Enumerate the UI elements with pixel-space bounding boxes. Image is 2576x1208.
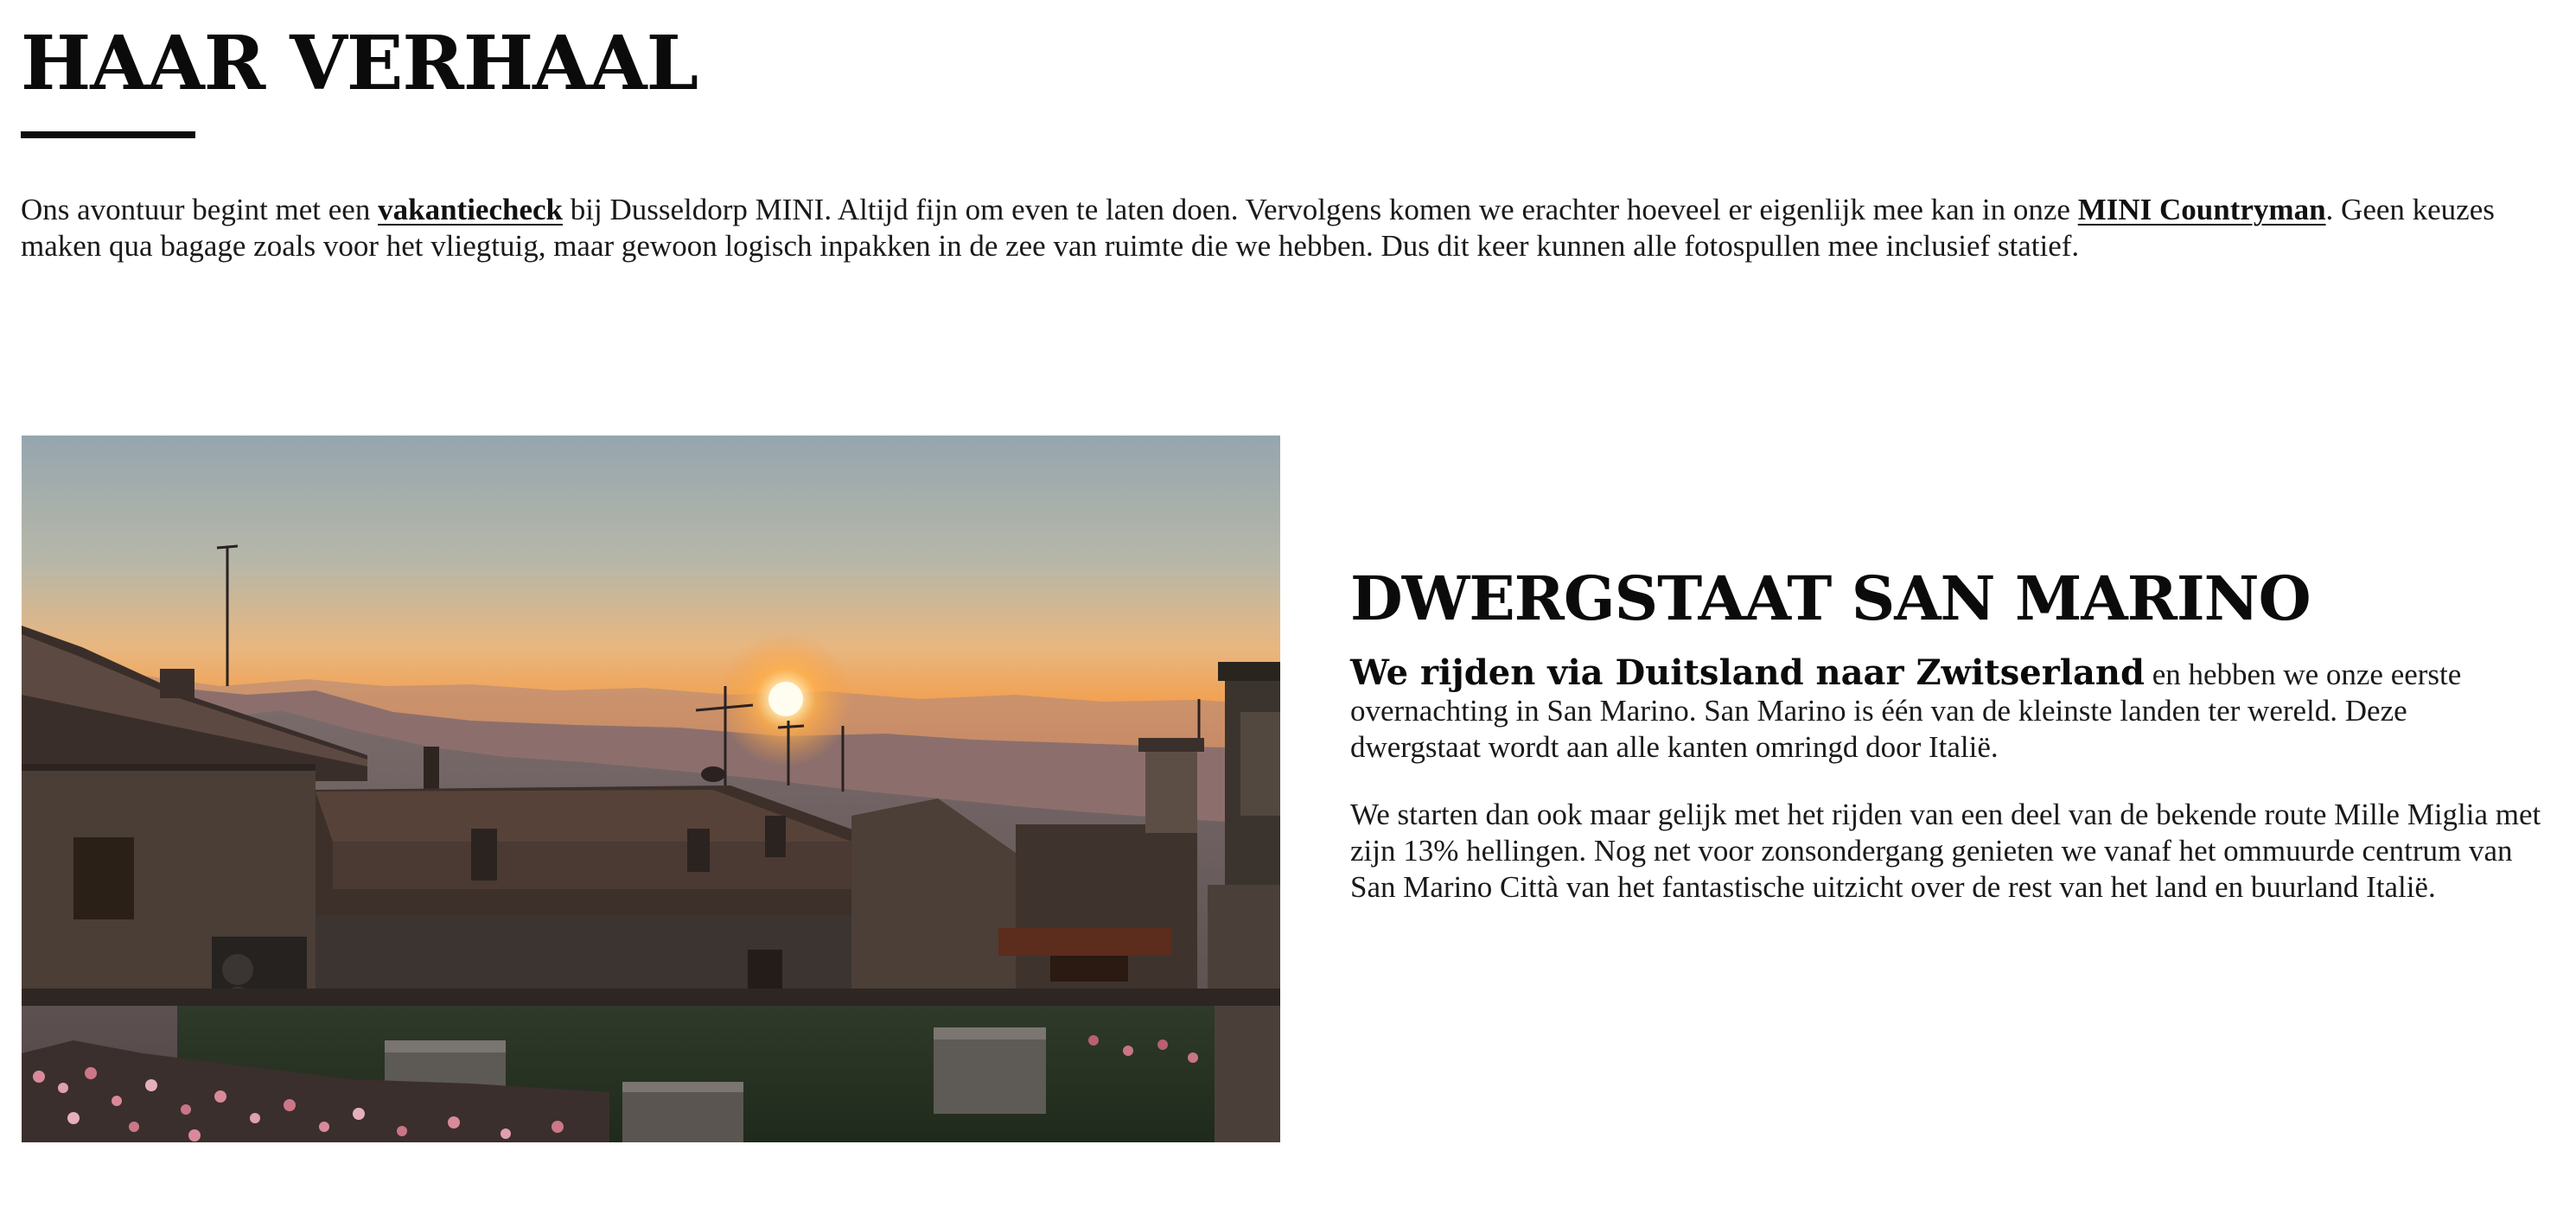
story-paragraph-2: We starten dan ook maar gelijk met het rijden van een deel van de bekende route Mille Miglia met zijn 13% hellingen. Nog net voor zonsondergang genieten we vanaf het ommuurde centrum van San Marino Città van het fantastische uitzicht over de rest van het land en buurland Italië. (1350, 798, 2541, 904)
story-paragraph-1 (1350, 652, 2543, 766)
vakantiecheck-link[interactable]: vakantiecheck (378, 193, 563, 226)
intro-section (21, 0, 2554, 264)
san-marino-sunset-photo (22, 436, 1280, 1142)
intro-text-part-1: Ons avontuur begint met een (21, 193, 379, 226)
intro-paragraph (21, 192, 2554, 264)
san-marino-heading: DWERGSTAAT SAN MARINO (1350, 563, 2311, 634)
intro-text-part-3: . Geen keuzes maken qua bagage zoals voor het vliegtuig, maar gewoon logisch inpakken in de zee van ruimte die we hebben. Dus dit keer kunnen alle fotospullen mee inclusief statief. (21, 193, 2495, 263)
story-paragraph-1-rest: en hebben we onze eerste overnachting in San Marino. San Marino is één van de kleinste landen ter wereld. Deze dwergstaat wordt aan alle kanten omringd door Italië. (1350, 658, 2462, 764)
san-marino-section (1350, 560, 2543, 906)
page-title: HAAR VERHAAL (21, 20, 698, 107)
story-lead-text: We rijden via Duitsland naar Zwitserland (1350, 652, 2145, 693)
title-underline (21, 131, 195, 138)
mini-countryman-link[interactable]: MINI Countryman (2077, 193, 2326, 226)
intro-text-part-2: bij Dusseldorp MINI. Altijd fijn om even te laten doen. Vervolgens komen we erachter hoeveel er eigenlijk mee kan in onze (563, 193, 2078, 226)
